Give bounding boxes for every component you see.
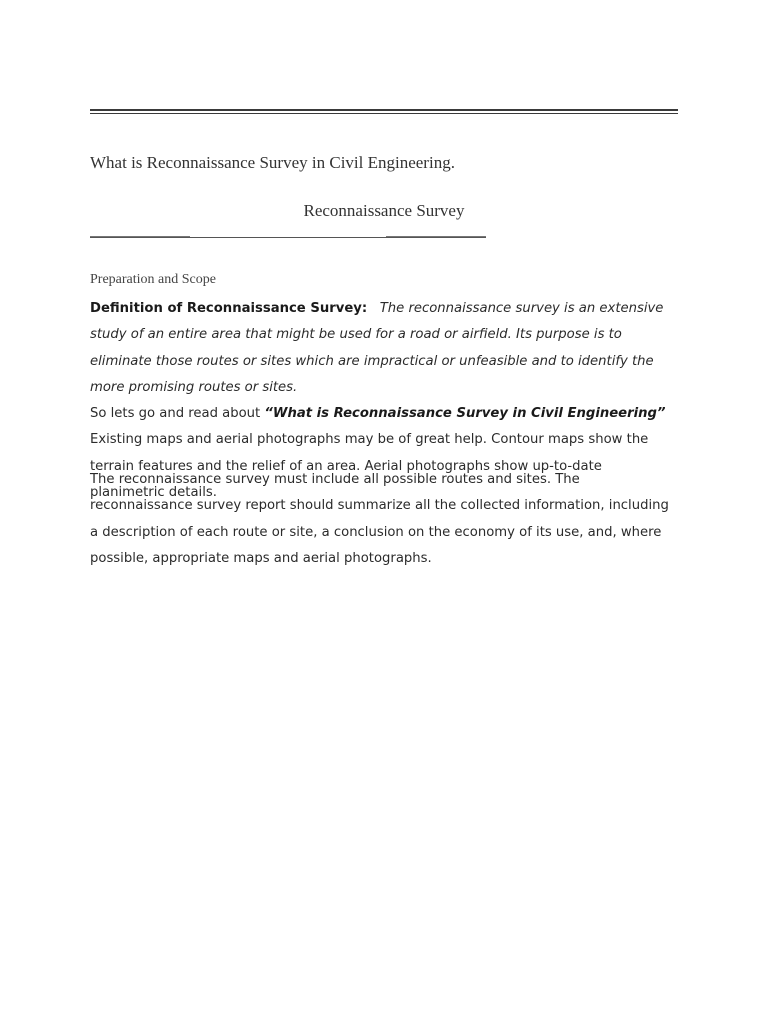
body-paragraph-1: Existing maps and aerial photographs may be of great help. Contour maps show the terrain features and the relief of an area. Aerial photographs show up-to-date planimetric details. [90, 432, 649, 501]
document-title: What is Reconnaissance Survey in Civil Engineering. [90, 153, 455, 172]
body-paragraph-2: The reconnaissance survey must include all possible routes and sites. The reconnaissance survey report should summarize all the collected information, including a description of each route or site, a conclusion on the economy of its use, and, where possible, appropriate maps and aerial photographs. [90, 472, 669, 566]
subtitle-divider-accent-left [90, 236, 190, 237]
read-prompt-lead: So lets go and read about [90, 406, 265, 422]
definition-text: The reconnaissance survey is an extensive study of an entire area that might be used for a road or airfield. Its purpose is to eliminate those routes or sites which are impractical or unfeasible and to identify the more promising routes or sites. [90, 301, 664, 395]
document-subtitle: Reconnaissance Survey [303, 201, 465, 220]
section-heading: Preparation and Scope [90, 272, 216, 287]
subtitle-divider-accent-right [386, 236, 486, 237]
definition-term: Definition of Reconnaissance Survey: [90, 301, 368, 316]
body-paragraph-2-container [90, 467, 680, 572]
subtitle-divider [90, 237, 486, 238]
read-prompt-link[interactable]: “What is Reconnaissance Survey in Civil Engineering” [264, 406, 666, 422]
header-double-rule [90, 109, 678, 114]
